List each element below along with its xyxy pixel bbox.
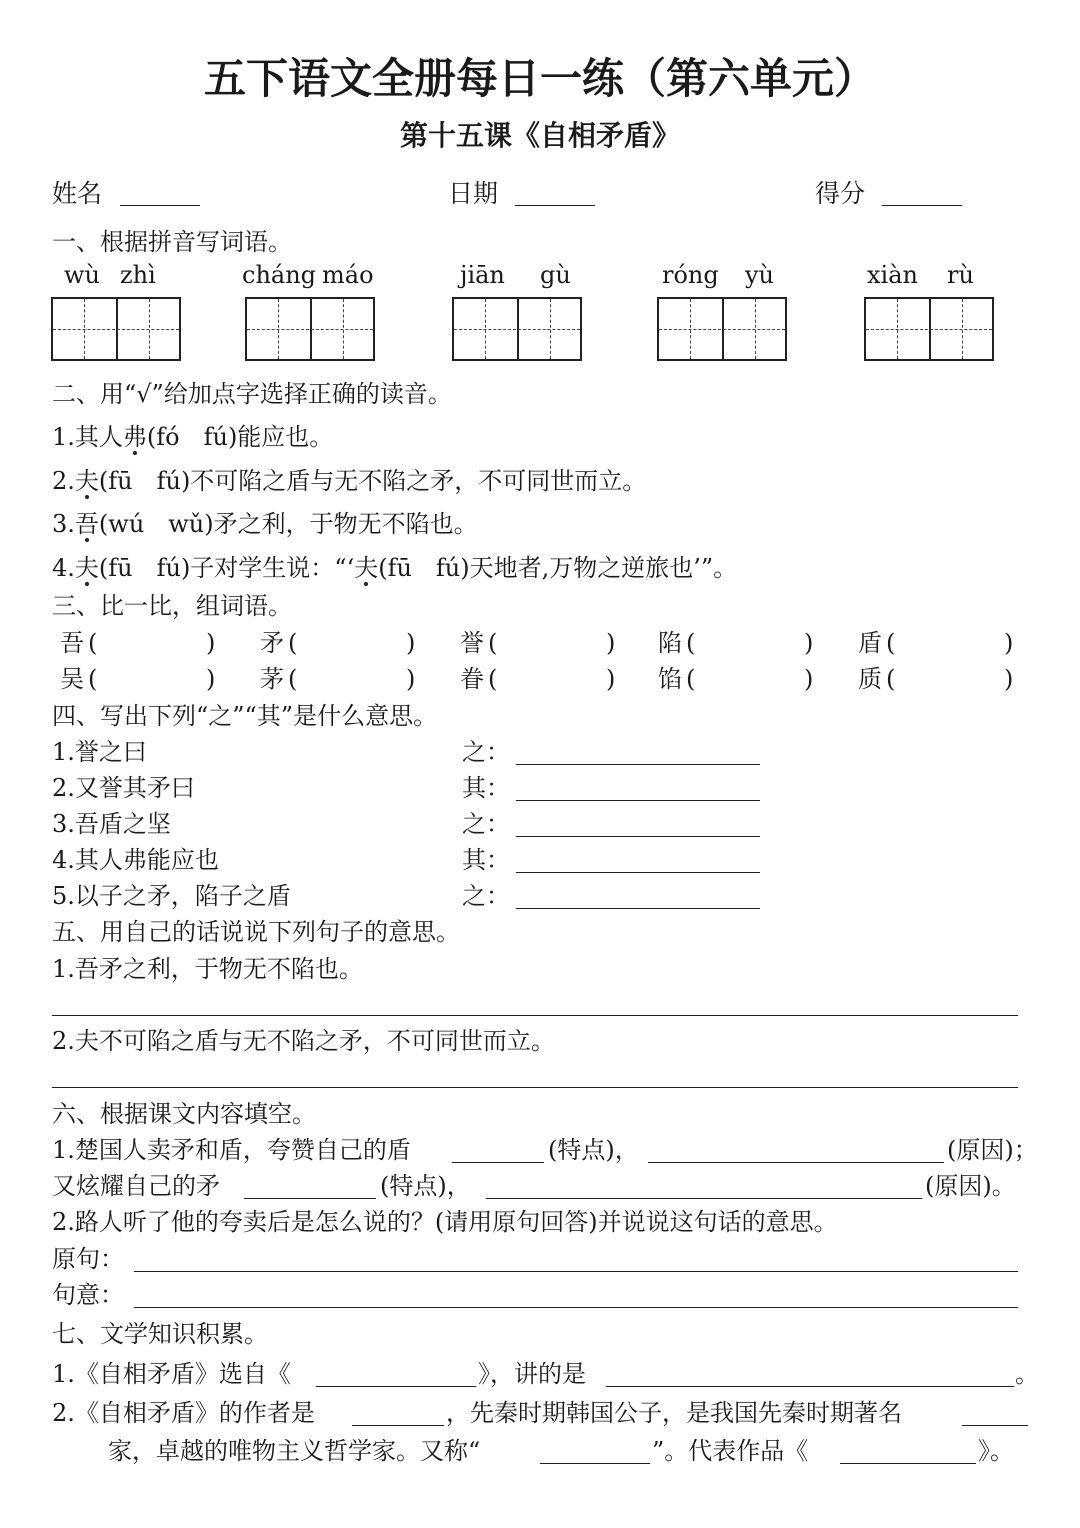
writing-grid[interactable] xyxy=(452,297,582,361)
pinyin: máo xyxy=(322,261,374,289)
compare-blank[interactable]: ) xyxy=(606,665,616,693)
pinyin: yù xyxy=(745,261,775,289)
compare-char: 誉 xyxy=(460,629,484,657)
pinyin: jiān xyxy=(460,261,505,289)
question-2-2: 2.夫(fū fú)不可陷之盾与无不陷之矛，不可同世而立。 xyxy=(52,467,647,495)
section-5-heading: 五、用自己的话说说下列句子的意思。 xyxy=(52,918,460,946)
compare-char: 陷 xyxy=(658,629,682,657)
answer-line[interactable] xyxy=(316,1386,476,1387)
compare-blank[interactable]: ) xyxy=(206,665,216,693)
pinyin: rù xyxy=(947,261,974,289)
answer-line[interactable] xyxy=(352,1425,444,1426)
answer-line[interactable] xyxy=(486,1198,922,1199)
answer-key: 之： xyxy=(462,882,510,910)
question-5-2: 2.夫不可陷之盾与无不陷之矛，不可同世而立。 xyxy=(52,1027,555,1055)
answer-line[interactable] xyxy=(840,1463,976,1464)
question-2-4: 4.夫(fū fú)子对学生说：“‘夫(fū fú)天地者,万物之逆旅也’”。 xyxy=(52,554,738,582)
writing-grid[interactable] xyxy=(245,297,375,361)
compare-char: 馅 xyxy=(658,665,682,693)
score-field[interactable] xyxy=(882,205,962,206)
compare-blank[interactable]: ) xyxy=(804,629,814,657)
answer-line[interactable] xyxy=(452,1162,544,1163)
pinyin: wù xyxy=(64,261,100,289)
question-5-1: 1.吾矛之利，于物无不陷也。 xyxy=(52,955,363,983)
answer-key: 之： xyxy=(462,738,510,766)
pinyin: zhì xyxy=(120,261,156,289)
date-field[interactable] xyxy=(515,205,595,206)
writing-grid[interactable] xyxy=(657,297,787,361)
answer-line[interactable] xyxy=(516,836,760,837)
compare-blank[interactable]: ) xyxy=(1004,629,1014,657)
answer-line[interactable] xyxy=(244,1198,376,1199)
answer-line[interactable] xyxy=(648,1162,944,1163)
answer-key: 其： xyxy=(462,846,510,874)
name-label: 姓名 xyxy=(52,179,103,208)
compare-char: 盾 xyxy=(858,629,882,657)
compare-blank[interactable]: ) xyxy=(406,665,416,693)
answer-line[interactable] xyxy=(516,800,760,801)
answer-line[interactable] xyxy=(516,764,760,765)
question-2-3: 3.吾(wú wǔ)矛之利，于物无不陷也。 xyxy=(52,510,478,538)
answer-line[interactable] xyxy=(52,1087,1018,1088)
pinyin: róng xyxy=(662,261,719,289)
question-4: 2.又誉其矛曰 xyxy=(52,774,195,802)
answer-key: 其： xyxy=(462,774,510,802)
compare-char: 眷 xyxy=(460,665,484,693)
compare-blank[interactable]: ) xyxy=(606,629,616,657)
compare-blank[interactable]: ) xyxy=(1004,665,1014,693)
section-1-heading: 一、根据拼音写词语。 xyxy=(52,228,292,256)
compare-char: 茅 xyxy=(260,665,284,693)
name-field[interactable] xyxy=(120,205,200,206)
compare-blank[interactable]: ) xyxy=(804,665,814,693)
section-4-heading: 四、写出下列“之”“其”是什么意思。 xyxy=(52,702,438,730)
question-6-2: 2.路人听了他的夸卖后是怎么说的？(请用原句回答)并说说这句话的意思。 xyxy=(52,1208,838,1236)
compare-char: 质 xyxy=(858,665,882,693)
pinyin: cháng xyxy=(242,261,317,289)
section-3-heading: 三、比一比，组词语。 xyxy=(52,592,292,620)
question-4: 3.吾盾之坚 xyxy=(52,810,171,838)
pinyin: gù xyxy=(540,261,571,289)
page-subtitle: 第十五课《自相矛盾》 xyxy=(399,119,680,152)
date-label: 日期 xyxy=(448,179,499,208)
question-2-1: 1.其人弗(fó fú)能应也。 xyxy=(52,423,334,451)
question-4: 1.誉之曰 xyxy=(52,738,147,766)
answer-line[interactable] xyxy=(606,1386,1014,1387)
compare-blank[interactable]: ) xyxy=(406,629,416,657)
question-4: 5.以子之矛，陷子之盾 xyxy=(52,882,291,910)
writing-grid[interactable] xyxy=(864,297,994,361)
section-2-heading: 二、用“√”给加点字选择正确的读音。 xyxy=(52,380,452,408)
writing-grid[interactable] xyxy=(51,297,181,361)
answer-line[interactable] xyxy=(134,1307,1018,1308)
answer-line[interactable] xyxy=(516,872,760,873)
score-label: 得分 xyxy=(815,179,866,208)
answer-key: 之： xyxy=(462,810,510,838)
page-title: 五下语文全册每日一练（第六单元） xyxy=(203,54,876,103)
compare-char: 吾 xyxy=(60,629,84,657)
answer-line[interactable] xyxy=(134,1271,1018,1272)
section-7-heading: 七、文学知识积累。 xyxy=(52,1320,268,1348)
answer-line[interactable] xyxy=(540,1463,650,1464)
answer-line[interactable] xyxy=(962,1425,1028,1426)
compare-char: 矛 xyxy=(260,629,284,657)
compare-blank[interactable]: ) xyxy=(206,629,216,657)
answer-line[interactable] xyxy=(52,1015,1018,1016)
answer-line[interactable] xyxy=(516,908,760,909)
question-4: 4.其人弗能应也 xyxy=(52,846,219,874)
compare-char: 吴 xyxy=(60,665,84,693)
section-6-heading: 六、根据课文内容填空。 xyxy=(52,1100,316,1128)
pinyin: xiàn xyxy=(867,261,918,289)
